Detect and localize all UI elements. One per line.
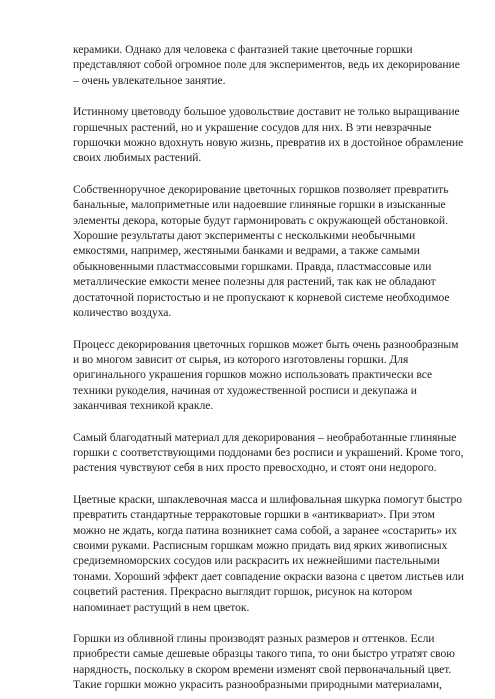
paragraph-5: Самый благодатный материал для декорирования – необработанные глиняные горшки с соответствующими поддонами без росписи и украшений. Кроме того, растения чувствуют себя в них просто превосходно, и стоят они недорого. [73, 430, 464, 475]
paragraph-6: Цветные краски, шпаклевочная масса и шлифовальная шкурка помогут быстро превратить стандартные терракотовые горшки в «антиквариат». При этом можно не ждать, когда патина возникнет сама собой, а заранее «состарить» их своими руками. Расписным горшкам можно придать вид ярких живописных средиземноморских сосудов или раскрасить их нежнейшими пастельными тонами. Хороший эффект дает совпадение окраски вазона с цветом листьев или соцветий растения. Прекрасно выглядит горшок, рисунок на котором напоминает растущий в нем цветок. [73, 492, 464, 614]
paragraph-2: Истинному цветоводу большое удовольствие доставит не только выращивание горшечных растений, но и украшение сосудов для них. В эти невзрачные горшочки можно вдохнуть новую жизнь, превратив их в достойное обрамление своих любимых растений. [73, 105, 464, 165]
paragraph-1: керамики. Однако для человека с фантазией такие цветочные горшки представляют собой огромное поле для экспериментов, ведь их декорирование – очень увлекательное занятие. [73, 43, 460, 87]
paragraph-7: Горшки из обливной глины производят разных размеров и оттенков. Если приобрести самые дешевые образцы такого типа, то они быстро утратят свою нарядность, поскольку в скором времени изменят свой первоначальный цвет. Такие горшки можно украсить разнообразными природными материалами, [73, 632, 455, 692]
body-text [73, 42, 465, 693]
paragraph-4: Процесс декорирования цветочных горшков может быть очень разнообразным и во многом зависит от сырья, из которого изготовлены горшки. Для оригинального украшения горшков можно использовать практически все техники рукоделия, начиная от художественной росписи и декупажа и заканчивая техникой кракле. [73, 337, 459, 413]
paragraph-3: Собственноручное декорирование цветочных горшков позволяет превратить банальные, малоприметные или надоевшие глиняные горшки в изысканные элементы декора, которые будут гармонировать с окружающей обстановкой. Хорошие результаты дают эксперименты с несколькими необычными емкостями, например, жестяными банками и ведрами, а также самыми обыкновенными пластмассовыми горшками. Правда, пластмассовые или металлические емкости менее полезны для растений, так как не обладают достаточной пористостью и не пропускают к корневой системе необходимое количество воздуха. [73, 182, 450, 320]
